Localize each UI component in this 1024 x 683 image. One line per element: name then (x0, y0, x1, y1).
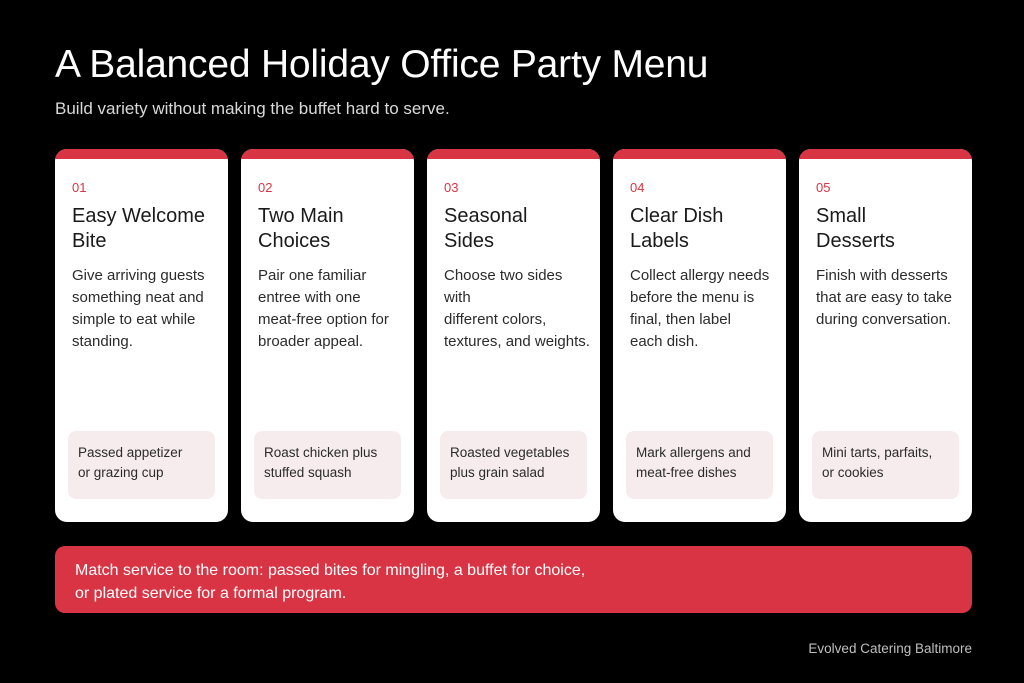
card-description-line: during conversation. (816, 311, 952, 328)
card-title-line: Labels (630, 230, 689, 252)
card-accent-bar (613, 149, 786, 159)
card-title-line: Sides (444, 230, 495, 252)
card-description-line: each dish. (630, 333, 699, 350)
card-number: 03 (444, 180, 459, 195)
card-title-line: Easy Welcome (72, 205, 206, 227)
banner-line: or plated service for a formal program. (75, 585, 347, 602)
card-example-note (626, 431, 773, 499)
card-description (258, 265, 406, 353)
card-number: 01 (72, 180, 87, 195)
card-note-line: Roast chicken plus (264, 445, 378, 460)
menu-card-dish-labels (613, 149, 786, 522)
card-description-line: that are easy to take (816, 289, 952, 306)
card-number: 04 (630, 180, 645, 195)
card-number: 05 (816, 180, 831, 195)
menu-card-small-desserts (799, 149, 972, 522)
card-note-line: Passed appetizer (78, 445, 183, 460)
menu-cards (55, 149, 972, 522)
card-note-line: Mark allergens and (636, 445, 751, 460)
card-title-line: Choices (258, 230, 331, 252)
card-title (258, 204, 406, 254)
card-description-line: final, then label (630, 311, 731, 328)
card-note-line: Mini tarts, parfaits, (822, 445, 933, 460)
card-description-line: Collect allergy needs (630, 267, 770, 284)
card-description-line: before the menu is (630, 289, 755, 306)
card-example-note (254, 431, 401, 499)
menu-card-seasonal-sides (427, 149, 600, 522)
card-description (630, 265, 778, 353)
card-title-line: Bite (72, 230, 107, 252)
card-example-note (440, 431, 587, 499)
card-description-line: entree with one (258, 289, 361, 306)
card-note-line: or grazing cup (78, 465, 164, 480)
card-description-line: Finish with desserts (816, 267, 948, 284)
banner-line: Match service to the room: passed bites for mingling, a buffet for choice, (75, 562, 586, 579)
card-description-line: meat-free option for (258, 311, 389, 328)
card-title-line: Two Main (258, 205, 344, 227)
card-description-line: standing. (72, 333, 133, 350)
card-title (816, 204, 964, 254)
menu-card-main-choices (241, 149, 414, 522)
card-number: 02 (258, 180, 273, 195)
card-description-line: something neat and (72, 289, 204, 306)
card-title-line: Desserts (816, 230, 895, 252)
card-note-line: meat-free dishes (636, 465, 737, 480)
card-description-line: Give arriving guests (72, 267, 205, 284)
card-description (72, 265, 220, 353)
card-note-line: plus grain salad (450, 465, 545, 480)
card-accent-bar (55, 149, 228, 159)
card-note-line: or cookies (822, 465, 884, 480)
page-title: A Balanced Holiday Office Party Menu (55, 43, 709, 86)
card-description-line: different colors, (444, 311, 547, 328)
service-tip-banner (55, 546, 972, 613)
card-description-line: Pair one familiar (258, 267, 367, 284)
card-title-line: Small (816, 205, 867, 227)
card-example-note (812, 431, 959, 499)
brand-footer: Evolved Catering Baltimore (808, 641, 972, 656)
card-title-line: Seasonal (444, 205, 528, 227)
menu-card-welcome-bite (55, 149, 228, 522)
card-description (444, 265, 592, 353)
page-subtitle: Build variety without making the buffet hard to serve. (55, 99, 450, 118)
card-note-line: Roasted vegetables (450, 445, 570, 460)
card-description-line: Choose two sides with (444, 267, 563, 306)
card-example-note (68, 431, 215, 499)
card-title (72, 204, 220, 254)
card-title-line: Clear Dish (630, 205, 724, 227)
card-description-line: textures, and weights. (444, 333, 590, 350)
card-description-line: broader appeal. (258, 333, 364, 350)
card-accent-bar (799, 149, 972, 159)
card-title (630, 204, 778, 254)
card-accent-bar (241, 149, 414, 159)
card-title (444, 204, 592, 254)
card-description (816, 265, 964, 331)
card-description-line: simple to eat while (72, 311, 196, 328)
card-note-line: stuffed squash (264, 465, 352, 480)
card-accent-bar (427, 149, 600, 159)
